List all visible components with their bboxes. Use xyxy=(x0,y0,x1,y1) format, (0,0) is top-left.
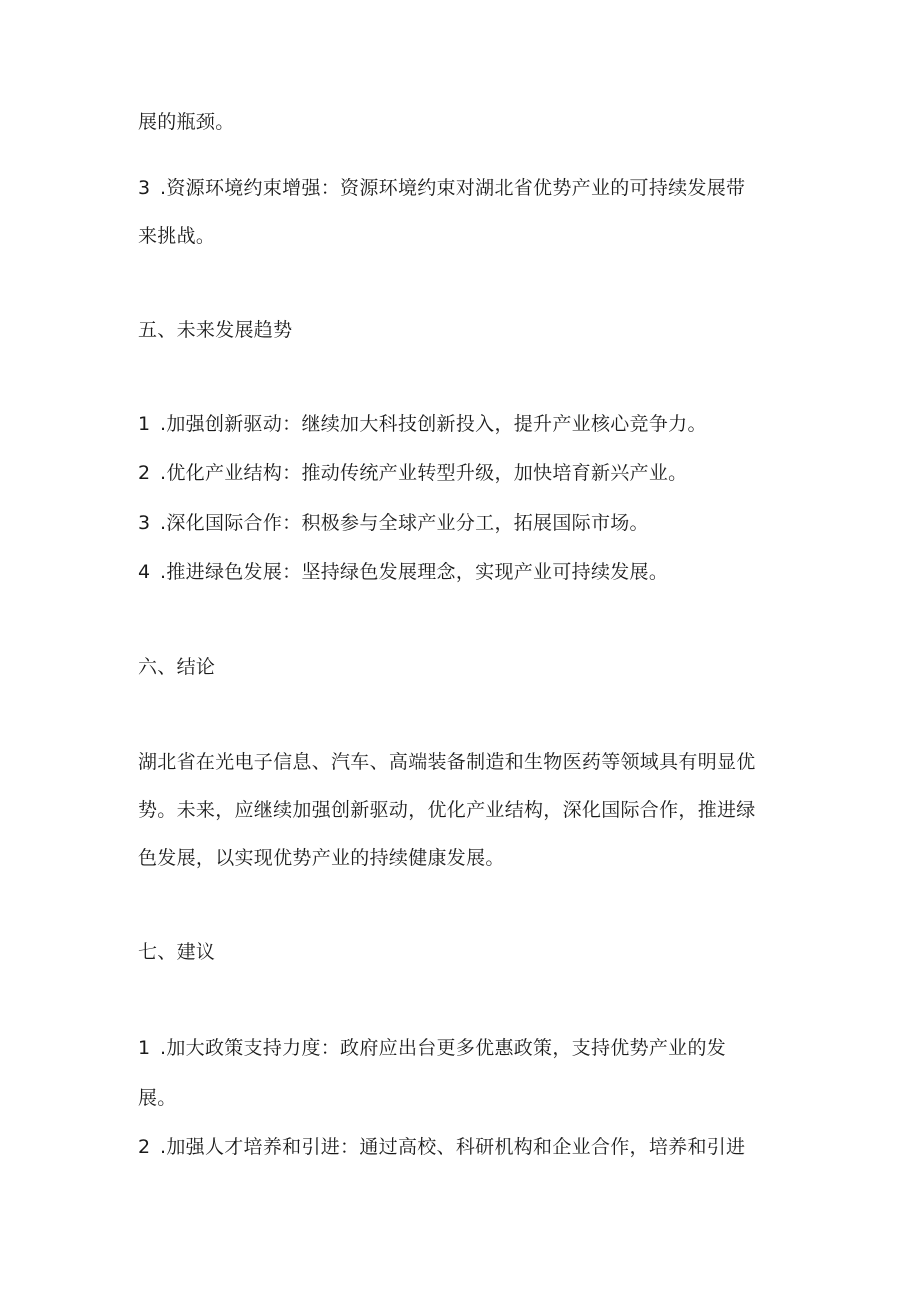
list-item-continuation: 展。 xyxy=(138,1087,177,1109)
list-item-text: .加强人才培养和引进：通过高校、科研机构和企业合作，培养和引进 xyxy=(160,1136,746,1158)
list-item-text: .推进绿色发展：坚持绿色发展理念，实现产业可持续发展。 xyxy=(160,561,669,583)
section-heading: 六、结论 xyxy=(138,656,216,678)
list-item-number: 4 xyxy=(138,561,151,583)
list-item-text: .优化产业结构：推动传统产业转型升级，加快培育新兴产业。 xyxy=(160,462,688,484)
list-item-text: .深化国际合作：积极参与全球产业分工，拓展国际市场。 xyxy=(160,512,649,534)
list-item xyxy=(138,461,687,485)
list-item-continuation: 来挑战。 xyxy=(138,225,216,247)
paragraph-line: 势。未来，应继续加强创新驱动，优化产业结构，深化国际合作，推进绿 xyxy=(138,799,756,821)
list-item xyxy=(138,412,707,436)
paragraph-line: 色发展，以实现优势产业的持续健康发展。 xyxy=(138,847,505,869)
list-item-number: 3 xyxy=(138,512,151,534)
list-item-text: .资源环境约束增强：资源环境约束对湖北省优势产业的可持续发展带 xyxy=(160,177,746,199)
list-item-number: 2 xyxy=(138,462,151,484)
list-item xyxy=(138,176,745,200)
paragraph-line: 湖北省在光电子信息、汽车、高端装备制造和生物医药等领域具有明显优 xyxy=(138,751,756,773)
list-item-text: .加大政策支持力度：政府应出台更多优惠政策，支持优势产业的发 xyxy=(160,1037,727,1059)
section-heading: 五、未来发展趋势 xyxy=(138,319,293,341)
paragraph-line: 展的瓶颈。 xyxy=(138,111,235,133)
section-heading: 七、建议 xyxy=(138,941,216,963)
list-item-number: 1 xyxy=(138,1037,151,1059)
list-item-number: 2 xyxy=(138,1136,151,1158)
list-item xyxy=(138,560,668,584)
list-item xyxy=(138,1036,726,1060)
list-item xyxy=(138,511,649,535)
list-item xyxy=(138,1135,745,1159)
list-item-number: 1 xyxy=(138,413,151,435)
list-item-text: .加强创新驱动：继续加大科技创新投入，提升产业核心竞争力。 xyxy=(160,413,707,435)
list-item-number: 3 xyxy=(138,177,151,199)
